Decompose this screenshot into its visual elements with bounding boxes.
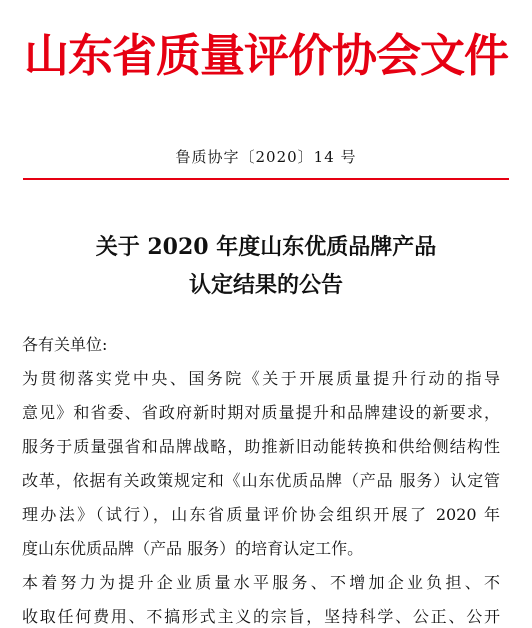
body-line-2: 意见》和省委、省政府新时期对质量提升和品牌建设的新要求， bbox=[22, 403, 500, 422]
body-line-1: 为贯彻落实党中央、国务院《关于开展质量提升行动的指导 bbox=[22, 369, 500, 388]
document-number: 鲁质协字〔2020〕14 号 bbox=[175, 148, 357, 166]
body-line-3: 服务于质量强省和品牌战略，助推新旧动能转换和供给侧结构性 bbox=[22, 437, 500, 456]
body-line-7: 本着努力为提升企业质量水平服务、不增加企业负担、不 bbox=[22, 573, 500, 592]
body-line-5: 理办法》（试行），山东省质量评价协会组织开展了 2020 年 bbox=[22, 505, 500, 524]
announcement-title-line-1: 关于 2020 年度山东优质品牌产品 bbox=[95, 234, 437, 260]
announcement-title-line-2: 认定结果的公告 bbox=[188, 272, 343, 298]
announcement-title bbox=[0, 228, 532, 304]
header-divider bbox=[23, 178, 509, 180]
body-line-8: 收取任何费用、不搞形式主义的宗旨，坚持科学、公正、公开 bbox=[22, 607, 500, 626]
masthead-title: 山东省质量评价协会文件 bbox=[23, 29, 508, 82]
body-line-4: 改革，依据有关政策规定和《山东优质品牌（产品 服务）认定管 bbox=[22, 471, 500, 490]
salutation: 各有关单位: bbox=[22, 335, 108, 354]
body-line-6: 度山东优质品牌（产品 服务）的培育认定工作。 bbox=[22, 539, 364, 558]
